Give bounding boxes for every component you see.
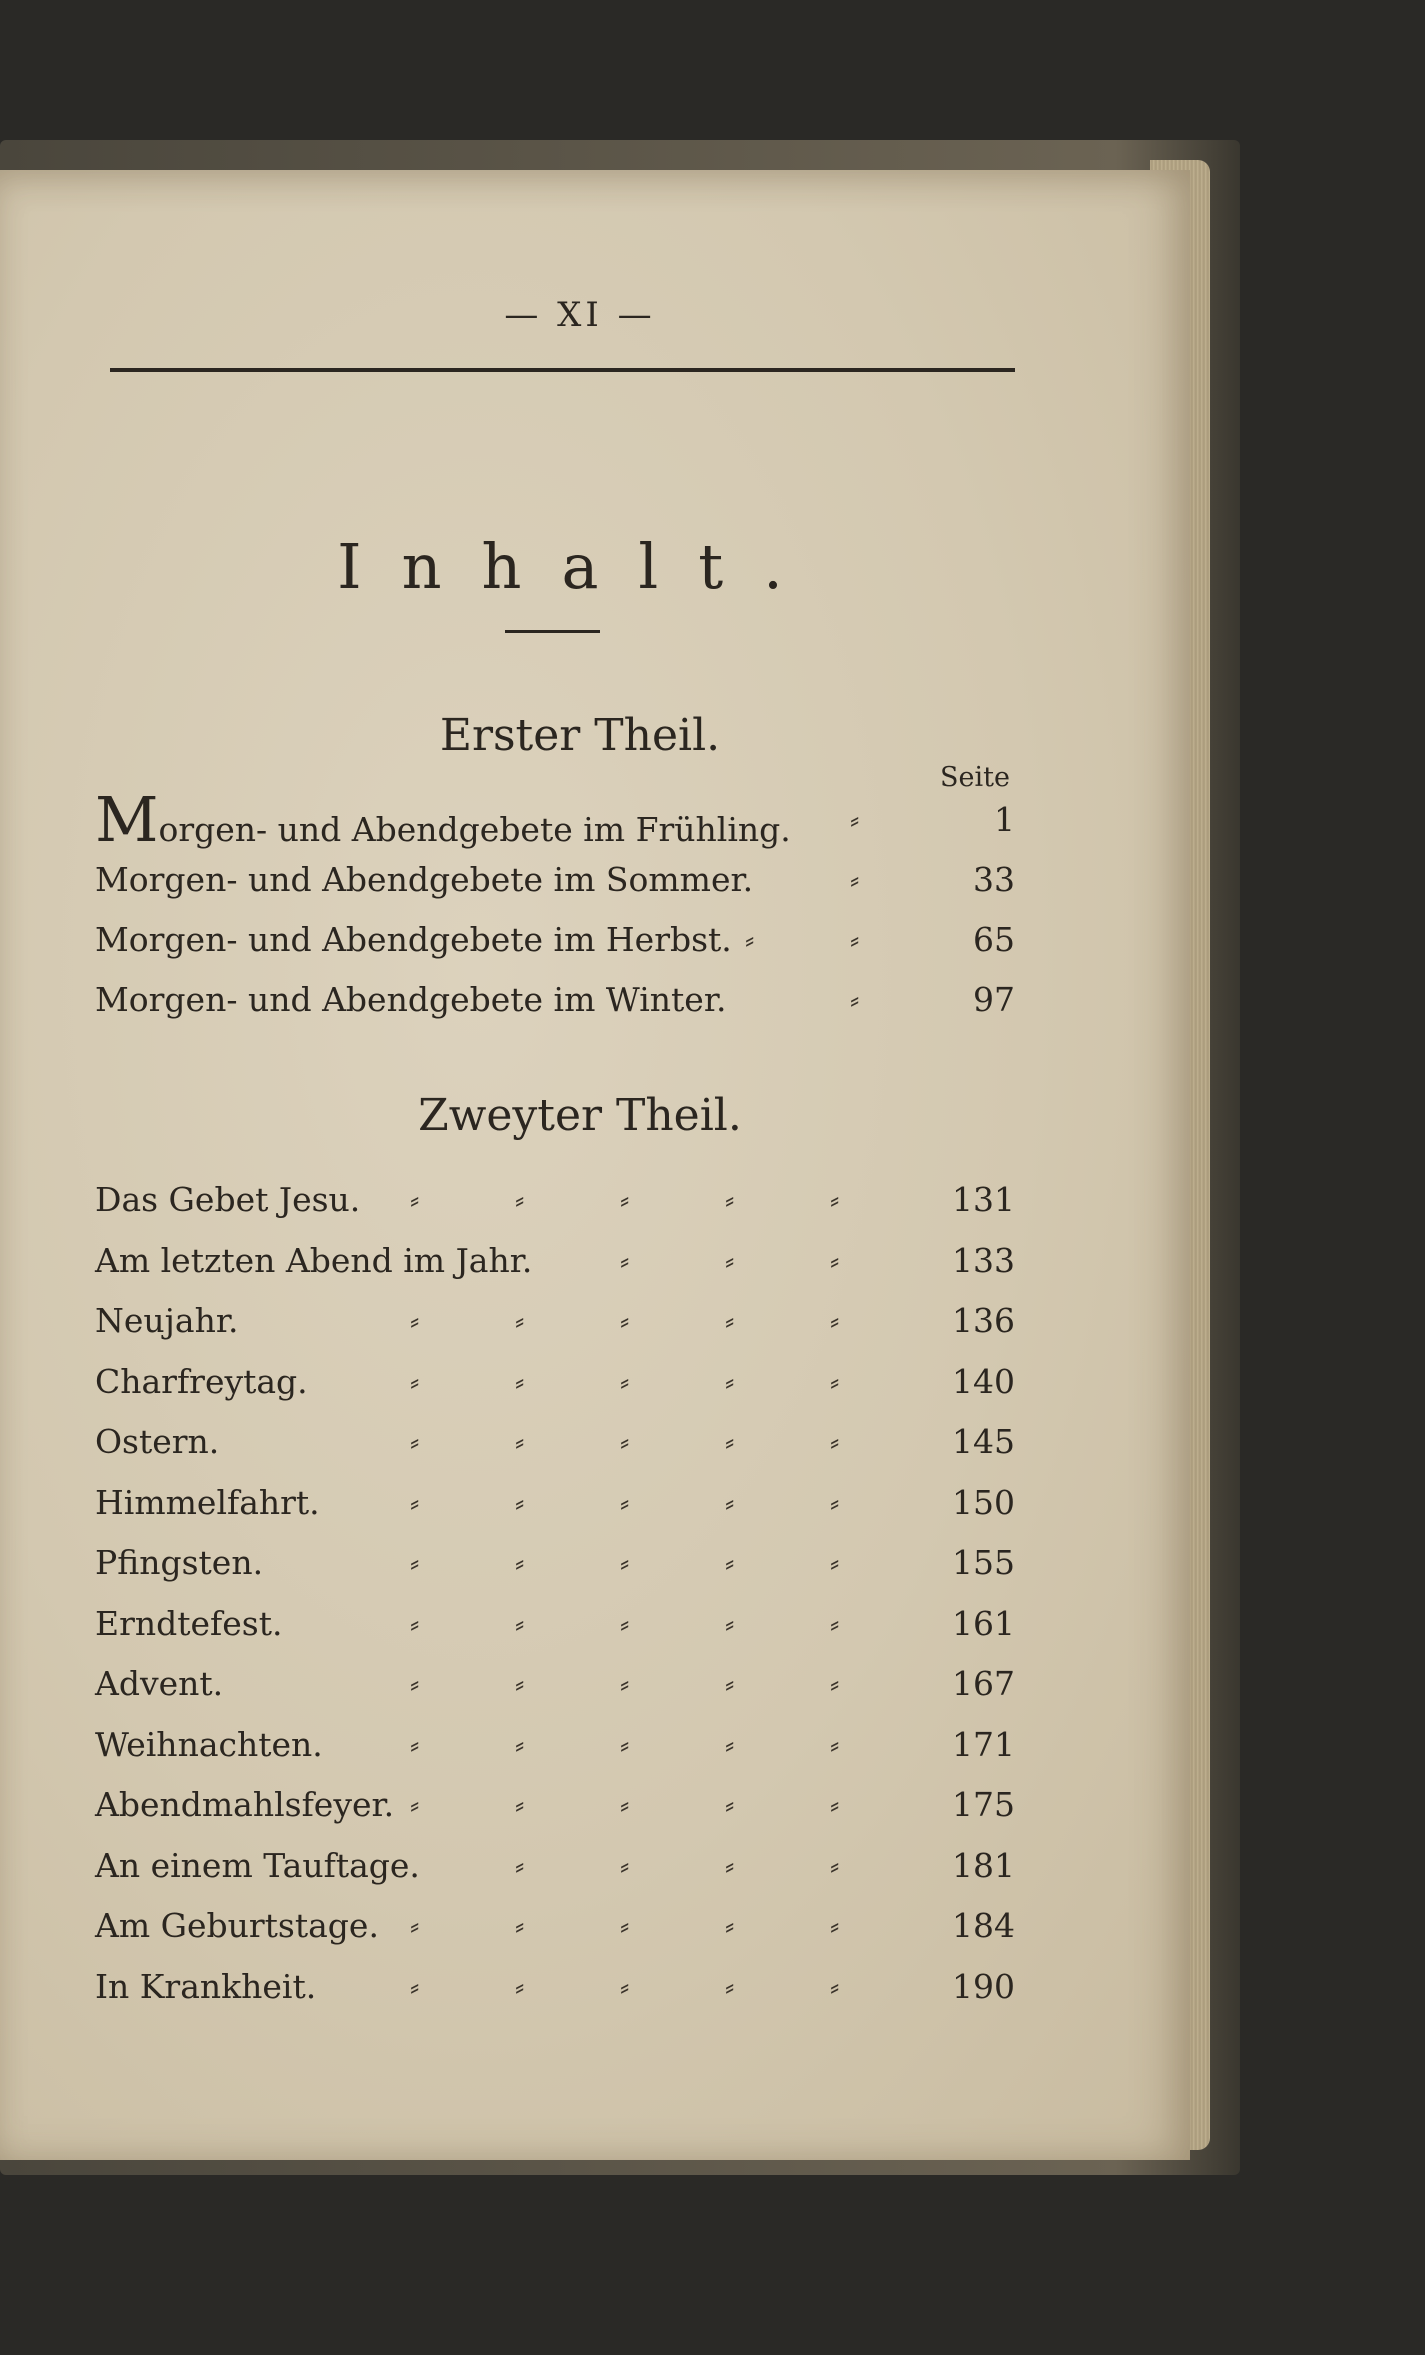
toc-entry bbox=[95, 1841, 1015, 1891]
toc-entry bbox=[95, 1538, 1015, 1588]
leader-dot: ⸗ bbox=[850, 863, 860, 896]
book-page bbox=[0, 170, 1190, 2160]
leader-dot: ⸗ bbox=[745, 923, 755, 956]
toc-entry-page: 155 bbox=[952, 1543, 1015, 1582]
leader-dot: ⸗ bbox=[620, 1848, 630, 1882]
seite-label: Seite bbox=[940, 762, 1010, 793]
leader-dot: ⸗ bbox=[830, 1909, 840, 1942]
leader-dot: ⸗ bbox=[725, 1909, 735, 1942]
leader-dot: ⸗ bbox=[620, 1727, 630, 1761]
leader-dot: ⸗ bbox=[830, 1364, 840, 1398]
toc-entry-label: Abendmahlsfeyer. bbox=[95, 1785, 395, 1824]
toc-entry bbox=[95, 1357, 1015, 1407]
leader-dot: ⸗ bbox=[725, 1969, 735, 2003]
leader-dot: ⸗ bbox=[830, 1848, 840, 1882]
toc-entry bbox=[95, 1478, 1015, 1528]
leader-dot: ⸗ bbox=[620, 1304, 630, 1337]
toc-entry-label: Morgen- und Abendgebete im Frühling. bbox=[95, 783, 791, 856]
toc-entry-page: 145 bbox=[952, 1422, 1015, 1461]
leader-dot: ⸗ bbox=[830, 1969, 840, 2003]
leader-dot: ⸗ bbox=[515, 1848, 525, 1882]
toc-entry-label: Am Geburtstage. bbox=[95, 1906, 379, 1945]
leader-dot: ⸗ bbox=[515, 1183, 525, 1216]
toc-entry bbox=[95, 1175, 1015, 1225]
toc-entry-label: Morgen- und Abendgebete im Herbst. bbox=[95, 920, 732, 959]
leader-dot: ⸗ bbox=[725, 1243, 735, 1277]
leader-dot: ⸗ bbox=[410, 1183, 420, 1216]
leader-dot: ⸗ bbox=[410, 1304, 420, 1337]
leader-dot: ⸗ bbox=[515, 1546, 525, 1579]
leader-dot: ⸗ bbox=[410, 1546, 420, 1579]
toc-entry bbox=[95, 1599, 1015, 1649]
toc-entry-page: 184 bbox=[952, 1906, 1015, 1945]
toc-entry-page: 131 bbox=[952, 1180, 1015, 1219]
leader-dot: ⸗ bbox=[830, 1788, 840, 1821]
toc-entry-page: 65 bbox=[973, 920, 1015, 959]
toc-entry-label: Neujahr. bbox=[95, 1301, 239, 1340]
leader-dot: ⸗ bbox=[850, 923, 860, 956]
toc-entry-page: 167 bbox=[952, 1664, 1015, 1703]
leader-dot: ⸗ bbox=[830, 1304, 840, 1337]
toc-entry-label: Morgen- und Abendgebete im Winter. bbox=[95, 980, 727, 1019]
leader-dot: ⸗ bbox=[620, 1788, 630, 1821]
leader-dot: ⸗ bbox=[725, 1848, 735, 1882]
leader-dot: ⸗ bbox=[830, 1667, 840, 1700]
toc-entry-label: Weihnachten. bbox=[95, 1724, 323, 1764]
leader-dot: ⸗ bbox=[725, 1788, 735, 1821]
toc-entry bbox=[95, 975, 1015, 1025]
toc-entry bbox=[95, 1417, 1015, 1467]
toc-entry-page: 1 bbox=[994, 800, 1015, 839]
toc-entry-label: An einem Tauftage. bbox=[95, 1845, 420, 1885]
toc-entry bbox=[95, 1962, 1015, 2012]
toc-entry bbox=[95, 1780, 1015, 1830]
toc-entry-page: 175 bbox=[952, 1785, 1015, 1824]
toc-entry-label: Himmelfahrt. bbox=[95, 1482, 320, 1522]
leader-dot: ⸗ bbox=[620, 1667, 630, 1700]
leader-dot: ⸗ bbox=[515, 1788, 525, 1821]
part-2-title: Zweyter Theil. bbox=[418, 1090, 742, 1141]
leader-dot: ⸗ bbox=[515, 1606, 525, 1640]
leader-dot: ⸗ bbox=[620, 1364, 630, 1398]
leader-dot: ⸗ bbox=[515, 1667, 525, 1700]
toc-entry-page: 136 bbox=[952, 1301, 1015, 1340]
toc-entry-label: Morgen- und Abendgebete im Sommer. bbox=[95, 860, 754, 899]
leader-dot: ⸗ bbox=[725, 1304, 735, 1337]
toc-entry bbox=[95, 1296, 1015, 1346]
toc-entry bbox=[95, 915, 1015, 965]
leader-dot: ⸗ bbox=[515, 1364, 525, 1398]
leader-dot: ⸗ bbox=[620, 1485, 630, 1519]
toc-entry-page: 140 bbox=[952, 1361, 1015, 1401]
leader-dot: ⸗ bbox=[725, 1727, 735, 1761]
toc-entry-page: 161 bbox=[952, 1603, 1015, 1643]
toc-entry-page: 150 bbox=[952, 1482, 1015, 1522]
header-rule bbox=[110, 368, 1015, 372]
leader-dot: ⸗ bbox=[410, 1909, 420, 1942]
part-1-title: Erster Theil. bbox=[439, 710, 721, 761]
toc-entry-label: Advent. bbox=[95, 1664, 224, 1703]
leader-dot: ⸗ bbox=[410, 1485, 420, 1519]
leader-dot: ⸗ bbox=[725, 1485, 735, 1519]
leader-dot: ⸗ bbox=[410, 1606, 420, 1640]
toc-entry bbox=[95, 855, 1015, 905]
leader-dot: ⸗ bbox=[620, 1183, 630, 1216]
leader-dot: ⸗ bbox=[620, 1606, 630, 1640]
toc-entry-label: Erndtefest. bbox=[95, 1603, 283, 1643]
leader-dot: ⸗ bbox=[830, 1425, 840, 1458]
leader-dot: ⸗ bbox=[515, 1425, 525, 1458]
leader-dot: ⸗ bbox=[515, 1485, 525, 1519]
leader-dot: ⸗ bbox=[620, 1969, 630, 2003]
leader-dot: ⸗ bbox=[850, 983, 860, 1016]
leader-dot: ⸗ bbox=[515, 1909, 525, 1942]
toc-entry-page: 181 bbox=[952, 1845, 1015, 1885]
leader-dot: ⸗ bbox=[410, 1969, 420, 2003]
leader-dot: ⸗ bbox=[515, 1969, 525, 2003]
toc-entry-page: 97 bbox=[973, 980, 1015, 1019]
leader-dot: ⸗ bbox=[620, 1243, 630, 1277]
leader-dot: ⸗ bbox=[620, 1425, 630, 1458]
leader-dot: ⸗ bbox=[850, 803, 860, 836]
toc-entry-page: 171 bbox=[952, 1724, 1015, 1764]
leader-dot: ⸗ bbox=[725, 1183, 735, 1216]
leader-dot: ⸗ bbox=[830, 1606, 840, 1640]
leader-dot: ⸗ bbox=[410, 1667, 420, 1700]
leader-dot: ⸗ bbox=[410, 1364, 420, 1398]
toc-entry bbox=[95, 1901, 1015, 1951]
toc-entry bbox=[95, 1720, 1015, 1770]
leader-dot: ⸗ bbox=[620, 1909, 630, 1942]
leader-dot: ⸗ bbox=[830, 1485, 840, 1519]
leader-dot: ⸗ bbox=[725, 1364, 735, 1398]
leader-dot: ⸗ bbox=[830, 1183, 840, 1216]
toc-entry-page: 133 bbox=[952, 1240, 1015, 1280]
toc-entry-page: 33 bbox=[973, 860, 1015, 899]
leader-dot: ⸗ bbox=[515, 1727, 525, 1761]
leader-dot: ⸗ bbox=[620, 1546, 630, 1579]
leader-dot: ⸗ bbox=[830, 1243, 840, 1277]
leader-dot: ⸗ bbox=[725, 1425, 735, 1458]
toc-entry-label: Ostern. bbox=[95, 1422, 220, 1461]
leader-dot: ⸗ bbox=[410, 1425, 420, 1458]
toc-entry bbox=[95, 783, 1015, 856]
leader-dot: ⸗ bbox=[410, 1788, 420, 1821]
leader-dot: ⸗ bbox=[830, 1546, 840, 1579]
leader-dot: ⸗ bbox=[410, 1727, 420, 1761]
toc-entry-label: Charfreytag. bbox=[95, 1361, 308, 1401]
toc-entry-label: Das Gebet Jesu. bbox=[95, 1180, 361, 1219]
leader-dot: ⸗ bbox=[725, 1546, 735, 1579]
toc-entry bbox=[95, 1659, 1015, 1709]
toc-entry-page: 190 bbox=[952, 1966, 1015, 2006]
toc-entry-label: In Krankheit. bbox=[95, 1966, 317, 2006]
leader-dot: ⸗ bbox=[830, 1727, 840, 1761]
page-number: — XI — bbox=[504, 295, 656, 335]
leader-dot: ⸗ bbox=[725, 1667, 735, 1700]
toc-entry-label: Pfingsten. bbox=[95, 1543, 264, 1582]
toc-entry-label: Am letzten Abend im Jahr. bbox=[95, 1240, 533, 1280]
title-rule bbox=[505, 630, 600, 633]
toc-entry bbox=[95, 1236, 1015, 1286]
leader-dot: ⸗ bbox=[725, 1606, 735, 1640]
page-title: Inhalt. bbox=[337, 530, 823, 603]
leader-dot: ⸗ bbox=[515, 1304, 525, 1337]
